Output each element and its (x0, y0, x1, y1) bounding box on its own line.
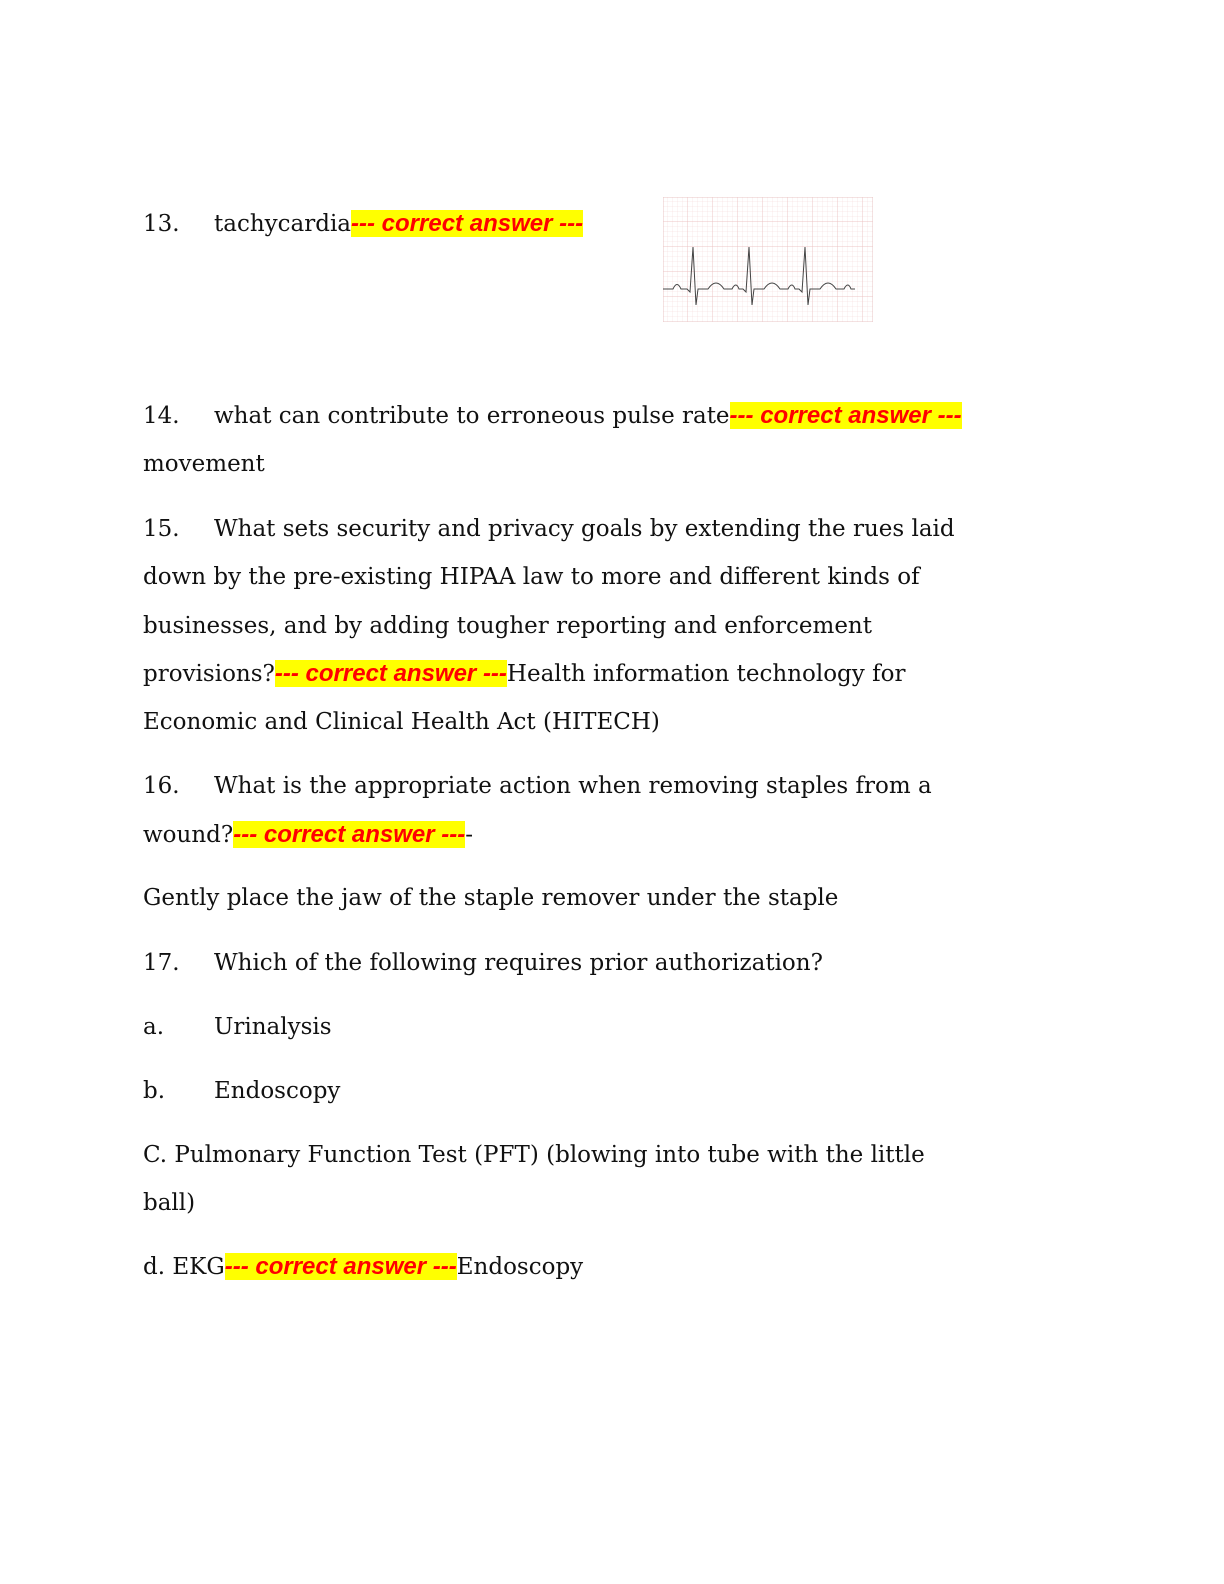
question-15-line: businesses, and by adding tougher reporting and enforcement (143, 613, 872, 639)
answer-16: Gently place the jaw of the staple remover under the staple (143, 885, 839, 911)
answer-14: movement (143, 451, 265, 477)
correct-answer-marker: --- correct answer --- (274, 660, 507, 687)
question-14: 14. what can contribute to erroneous pulse rate--- correct answer --- (143, 402, 962, 429)
option-c-line: ball) (143, 1190, 196, 1216)
correct-answer-marker: --- correct answer --- (351, 210, 584, 237)
question-16-line: wound?--- correct answer ---- (143, 821, 474, 848)
option-d: d. EKG--- correct answer ---Endoscopy (143, 1253, 584, 1280)
question-17: 17. Which of the following requires prior authorization? (143, 950, 823, 976)
option-b: b. Endoscopy (143, 1078, 341, 1104)
ekg-tachycardia-image (663, 197, 873, 322)
option-a: a. Urinalysis (143, 1014, 332, 1040)
correct-answer-marker: --- correct answer --- (729, 402, 962, 429)
question-15-line: down by the pre-existing HIPAA law to more and different kinds of (143, 564, 920, 590)
question-16: 16. What is the appropriate action when removing staples from a (143, 773, 932, 799)
correct-answer-marker: --- correct answer --- (233, 821, 466, 848)
question-15-line: provisions?--- correct answer ---Health information technology for (143, 660, 906, 687)
correct-answer-marker: --- correct answer --- (224, 1253, 457, 1280)
answer-15: Economic and Clinical Health Act (HITECH) (143, 709, 660, 735)
option-c: C. Pulmonary Function Test (PFT) (blowing into tube with the little (143, 1142, 925, 1168)
question-15: 15. What sets security and privacy goals by extending the rues laid (143, 516, 955, 542)
question-13: 13. tachycardia--- correct answer --- (143, 210, 584, 237)
